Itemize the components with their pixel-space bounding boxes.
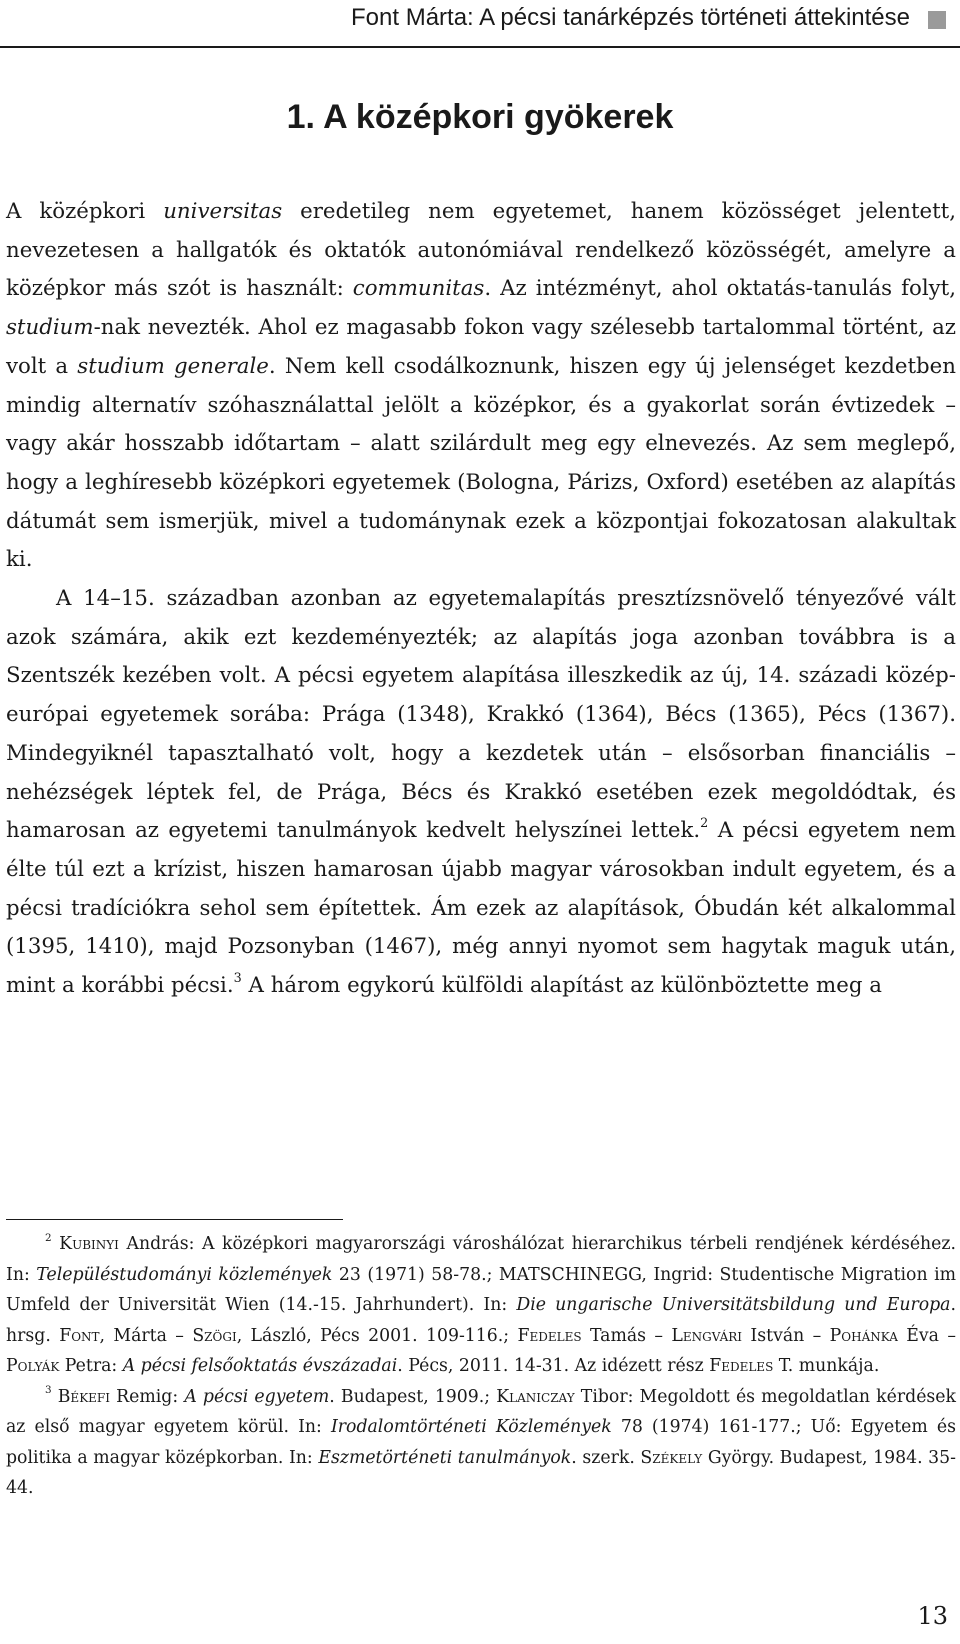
paragraph-2: A 14–15. században azonban az egyetemalapítás presztízsnövelő tényezővé vált azok számára, akik ezt kezdeményezték; az alapítás joga azonban továbbra is a Szentszék kezében volt. A pécsi egyetem alapítása illeszkedik az új, 14. századi közép-európai egyetemek sorába: Prága (1348), Krakkó (1364), Bécs (1365), Pécs (1367). Mindegyiknél tapasztalható volt, hogy a kezdetek után – elsősorban financiális – nehézségek léptek fel, de Prága, Bécs és Krakkó esetében ezek megoldódtak, és hamarosan az egyetemi tanulmányok kedvelt helyszínei lettek.$^2$ A pécsi egyetem nem élte túl ezt a krízist, hiszen hamarosan újabb magyar városokban indult egyetem, és a pécsi tradíciókra sehol sem építettek. Ám ezek az alapítások, Óbudán két alkalommal (1395, 1410), majd Pozsonyban (1467), még annyi nyomot sem hagytak maguk után, mint a korábbi pécsi.$^3$ A három egykorú külföldi alapítást az különböztette meg a [6, 586, 956, 999]
footnote-2: $^2$ Kubinyi András: A középkori magyarországi városhálózat hierarchikus térbeli rendjének kérdéséhez. In: Településtudományi közlemények 23 (1971) 58-78.; MATSCHINEGG, Ingrid: Studentische Migration im Umfeld der Universität Wien (14.-15. Jahrhundert). In: Die ungarische Universitätsbildung und Europa. hrsg. Font, Márta – Szögi, László, Pécs 2001. 109-116.; Fedeles Tamás – Lengvári István – Pohánka Éva – Polyák Petra: A pécsi felsőoktatás évszázadai. Pécs, 2011. 14-31. Az idézett rész Fedeles T. munkája. [6, 1231, 957, 1376]
chapter-title: 1. A középkori gyökerek [286, 98, 674, 136]
body-text [6, 193, 956, 1006]
footnote-divider [6, 1219, 343, 1220]
square-bullet-icon [928, 11, 946, 29]
paragraph-1: A középkori universitas eredetileg nem egyetemet, hanem közösséget jelentett, nevezetesen a hallgatók és oktatók autonómiával rendelkező közösségét, amelyre a középkor más szót is használt: communitas. Az intézményt, ahol oktatás-tanulás folyt, studium-nak nevezték. Ahol ez magasabb fokon vagy szélesebb tartalommal történt, az volt a studium generale. Nem kell csodálkoznunk, hiszen egy új jelenséget kezdetben mindig alternatív szóhasználattal jelölt a középkor, és a gyakorlat során évtizedek – vagy akár hosszabb időtartam – alatt szilárdult meg egy elnevezés. Az sem meglepő, hogy a leghíresebb középkori egyetemek (Bologna, Párizs, Oxford) esetében az alapítás dátumát sem ismerjük, mivel a tudománynak ezek a központjai fokozatosan alakultak ki. [6, 199, 956, 573]
footnote-ref-3: 3 [233, 971, 242, 987]
footnote-ref-2: 2 [700, 816, 709, 832]
running-head-text: Font Márta: A pécsi tanárképzés történeti áttekintése [351, 4, 910, 31]
footnote-3: $^3$ Békefi Remig: A pécsi egyetem. Budapest, 1909.; Klaniczay Tibor: Megoldott és megoldatlan kérdések az első magyar egyetem körül. In: Irodalomtörténeti Közlemények 78 (1974) 161-177.; Uő: Egyetem és politika a magyar középkorban. In: Eszmetörténeti tanulmányok. szerk. Székely György. Budapest, 1984. 35-44. [6, 1384, 956, 1498]
page-number: 13 [917, 1602, 948, 1630]
footnotes [6, 1229, 956, 1504]
running-head [0, 0, 960, 48]
